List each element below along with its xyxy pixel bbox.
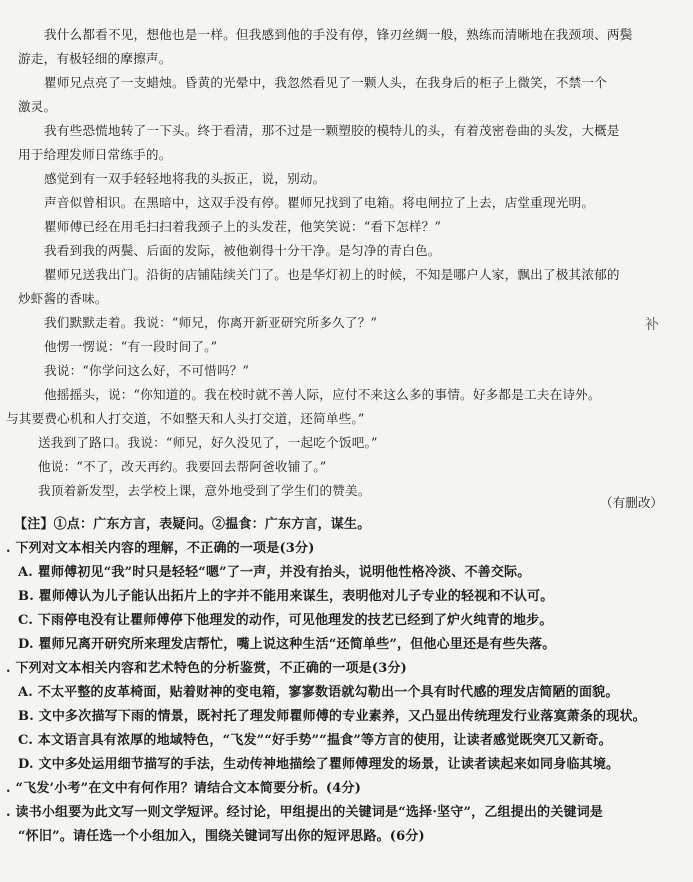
question-1-stem: . 下列对文本相关内容的理解，不正确的一项是(3分)	[6, 541, 315, 556]
story-line: 用于给理发师日常练手的。	[18, 147, 172, 162]
story-line: 声音似曾相识。在黑暗中，这双手没有停。瞿师兄找到了电箱。将电闸拉了上去，店堂重现光明。	[44, 195, 595, 210]
story-line: 游走，有极轻细的摩擦声。	[18, 51, 172, 66]
story-line: 激灵。	[18, 99, 57, 114]
story-line: 我说：“你学问这么好，不可惜吗？”	[44, 363, 250, 378]
question-1-option-d: D. 瞿师兄离开研究所来理发店帮忙，嘴上说这种生活“还简单些”，但他心里还是有些失落。	[18, 637, 556, 652]
story-line: 瞿师兄送我出门。沿街的店铺陆续关门了。也是华灯初上的时候，不知是哪户人家，飘出了极其浓郁的	[44, 267, 620, 282]
story-line: 他摇摇头，说：“你知道的。我在校时就不善人际，应付不来这么多的事情。好多都是工夫在诗外。	[44, 387, 601, 402]
question-2-option-b: B. 文中多次描写下雨的情景，既衬托了理发师瞿师傅的专业素养，又凸显出传统理发行业落寞萧条的现状。	[18, 709, 646, 724]
handwritten-margin-mark: 补	[645, 317, 659, 333]
question-1-option-b: B. 瞿师傅认为儿子能认出拓片上的字并不能用来谋生，表明他对儿子专业的轻视和不认可。	[18, 589, 554, 604]
story-line: 瞿师兄点亮了一支蜡烛。昏黄的光晕中，我忽然看见了一颗人头，在我身后的柜子上微笑，不禁一个	[44, 75, 607, 90]
question-1-option-a: A. 瞿师傅初见“我”时只是轻轻“嗯”了一声，并没有抬头，说明他性格冷淡、不善交际。	[18, 565, 531, 580]
question-2-option-a: A. 不太平整的皮革椅面，贴着财神的变电箱，寥寥数语就勾勒出一个具有时代感的理发店简陋的面貌。	[18, 685, 619, 700]
question-4-line-1: . 读书小组要为此文写一则文学短评。经讨论，甲组提出的关键词是“选择·坚守”，乙组提出的关键词是	[6, 805, 604, 820]
story-line: 感觉到有一双手轻轻地将我的头扳正，说，别动。	[44, 171, 326, 186]
question-2-stem: . 下列对文本相关内容和艺术特色的分析鉴赏，不正确的一项是(3分)	[6, 661, 407, 676]
story-line: 瞿师傅已经在用毛扫扫着我颈子上的头发茬，他笑笑说：“看下怎样？”	[44, 219, 442, 234]
story-line: 我看到我的两鬓、后面的发际，被他剃得十分干净。是匀净的青白色。	[44, 243, 441, 258]
question-1-option-c: C. 下雨停电没有让瞿师傅停下他理发的动作，可见他理发的技艺已经到了炉火纯青的地步。	[18, 613, 553, 628]
story-line: 我什么都看不见，想他也是一样。但我感到他的手没有停，锋刃丝绸一般，熟练而清晰地在我颈项、两鬓	[44, 27, 633, 42]
story-line: 与其要费心机和人打交道，不如整天和人头打交道，还简单些。”	[6, 411, 365, 426]
question-2-option-c: C. 本文语言具有浓厚的地域特色，“飞发”“好手势”“揾食”等方言的使用，让读者感觉既突兀又新奇。	[18, 733, 612, 748]
story-line: 他说：“不了，改天再约。我要回去帮阿爸收铺了。”	[38, 459, 327, 474]
question-2-option-d: D. 文中多处运用细节描写的手法，生动传神地描绘了瞿师傅理发的场景，让读者读起来如同身临其境。	[18, 757, 620, 772]
source-note: （有删改）	[600, 495, 663, 510]
story-line: 他愣一愣说：“有一段时间了。”	[44, 339, 218, 354]
story-line: 我顶着新发型，去学校上课，意外地受到了学生们的赞美。	[38, 483, 371, 498]
question-4-line-2: “怀旧”。请任选一个小组加入，围绕关键词写出你的短评思路。(6分)	[18, 829, 425, 844]
story-line: 我有些恐慌地转了一下头。终于看清，那不过是一颗塑胶的模特儿的头，有着茂密卷曲的头发，大概是	[44, 123, 620, 138]
annotation-note: 【注】①点：广东方言，表疑问。②揾食：广东方言，谋生。	[14, 517, 371, 532]
story-line: 炒虾酱的香味。	[18, 291, 108, 306]
question-3: . “飞发’小考”在文中有何作用？请结合文本简要分析。(4分)	[6, 781, 362, 796]
story-line: 我们默默走着。我说：“师兄，你离开新亚研究所多久了？”	[44, 315, 378, 330]
story-line: 送我到了路口。我说：“师兄，好久没见了，一起吃个饭吧。”	[38, 435, 378, 450]
